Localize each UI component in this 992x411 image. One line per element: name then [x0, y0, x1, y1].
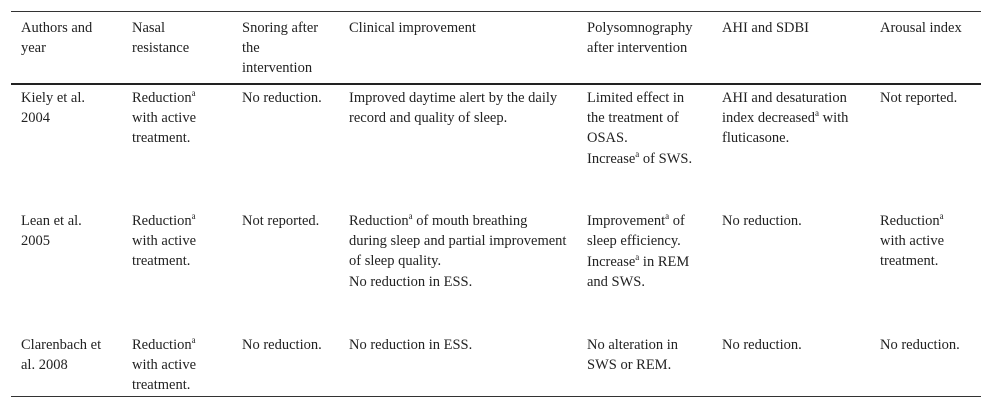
cell-authors: Clarenbach et al. 2008: [21, 337, 102, 373]
cell-snoring: No reduction.: [242, 90, 322, 106]
cell-authors: Kiely et al. 2004: [21, 90, 86, 126]
header-arousal-index: Arousal index: [880, 20, 962, 36]
header-clinical-improvement: Clinical improvement: [349, 20, 476, 36]
header-ahi-sdbi: AHI and SDBI: [722, 20, 809, 36]
cell-polysomnography: No alteration in SWS or REM.: [587, 337, 679, 373]
table-row: [11, 208, 981, 332]
cell-arousal-index: Reduction$^a$ with active treatment.: [880, 211, 945, 269]
table-body: [11, 84, 981, 397]
cell-arousal-index: Not reported.: [880, 90, 958, 106]
cell-polysomnography: Improvement$^a$ of sleep efficiency. Increase$^a$ in REM and SWS.: [587, 211, 690, 290]
cell-ahi-sdbi: No reduction.: [722, 337, 802, 353]
header-nasal-resistance: Nasal resistance: [132, 20, 190, 56]
cell-snoring: No reduction.: [242, 337, 322, 353]
header-snoring: Snoring after the intervention: [242, 20, 319, 76]
cell-arousal-index: No reduction.: [880, 337, 960, 353]
cell-snoring: Not reported.: [242, 213, 320, 229]
table-header: [11, 12, 981, 85]
cell-clinical-improvement: Improved daytime alert by the daily record and quality of sleep.: [349, 90, 558, 126]
cell-ahi-sdbi: No reduction.: [722, 213, 802, 229]
cell-nasal-resistance: Reduction$^a$ with active treatment.: [132, 335, 197, 393]
cell-polysomnography: Limited effect in the treatment of OSAS. Increase$^a$ of SWS.: [587, 90, 693, 167]
header-authors: Authors and year: [21, 20, 93, 56]
cell-clinical-improvement: Reduction$^a$ of mouth breathing during sleep and partial improvement of sleep quality. No reduction in ESS.: [349, 211, 567, 290]
header-polysomnography: Polysomnography after intervention: [587, 20, 693, 56]
table-row: [11, 332, 981, 397]
cell-clinical-improvement: No reduction in ESS.: [349, 337, 473, 353]
cell-nasal-resistance: Reduction$^a$ with active treatment.: [132, 88, 197, 146]
cell-ahi-sdbi: AHI and desaturation index decreased$^a$ with fluticasone.: [722, 90, 849, 146]
table-row: [11, 84, 981, 208]
comparison-table: [11, 11, 981, 397]
cell-nasal-resistance: Reduction$^a$ with active treatment.: [132, 211, 197, 269]
header-row: [11, 12, 981, 85]
cell-authors: Lean et al. 2005: [21, 213, 82, 249]
